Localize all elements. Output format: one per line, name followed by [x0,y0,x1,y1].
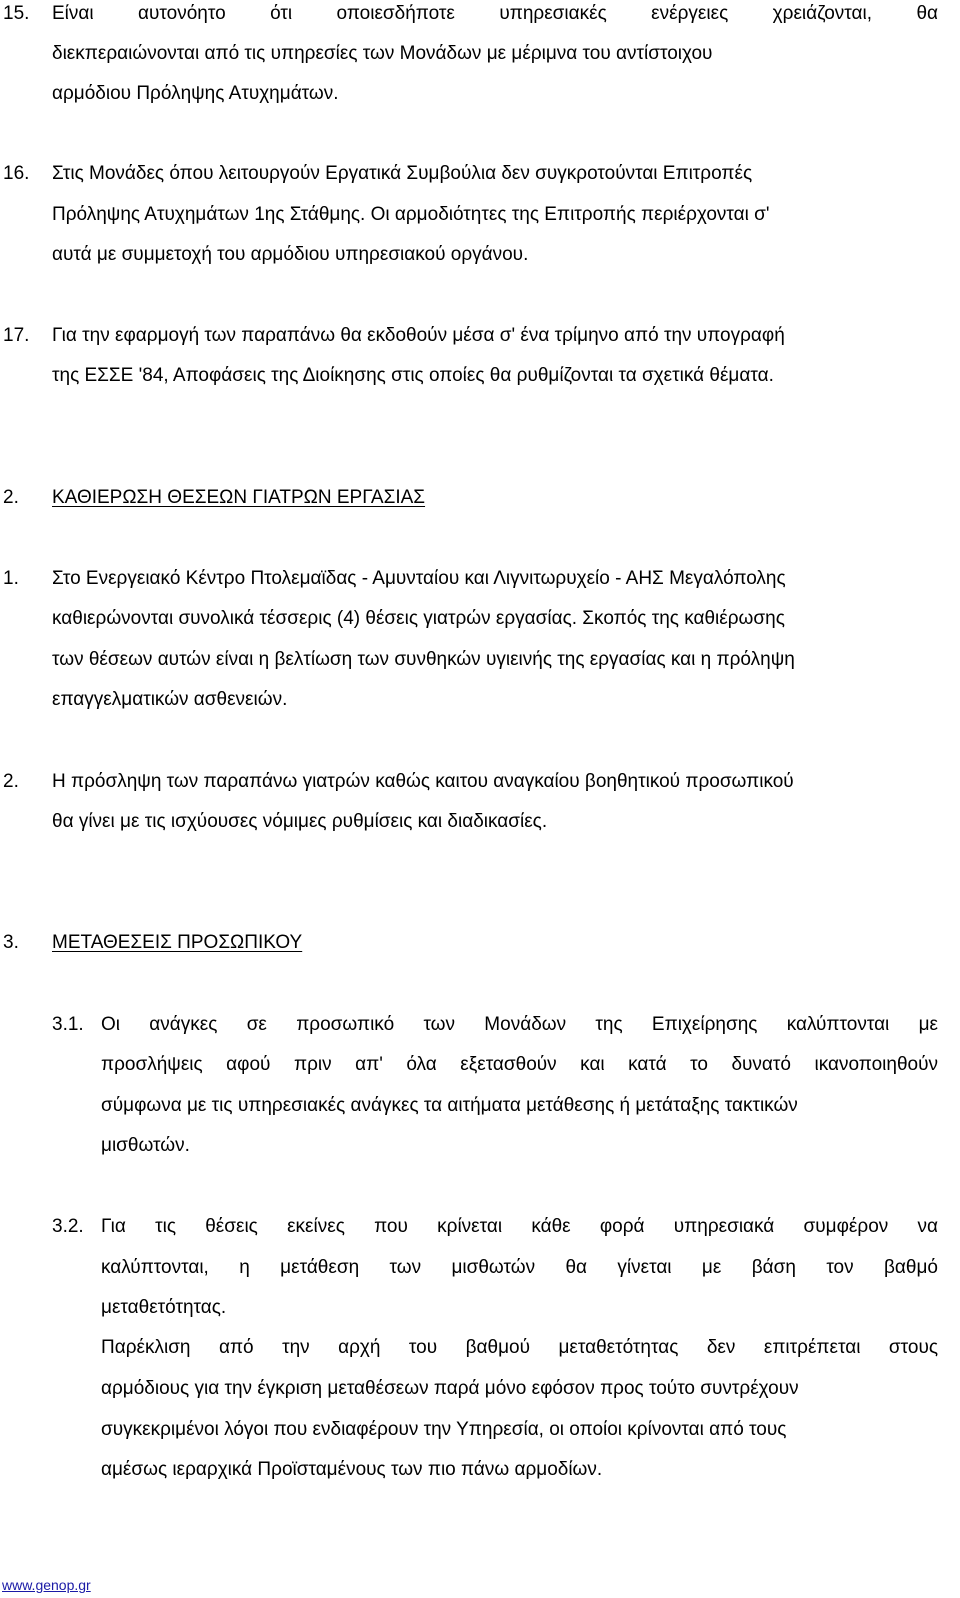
paragraph-line: επαγγελματικών ασθενειών. [52,689,288,710]
paragraph-line: αρμόδιου Πρόληψης Ατυχημάτων. [52,83,339,104]
paragraph-line: Στο Ενεργειακό Κέντρο Πτολεμαϊδας - Αμυνταίου και Λιγνιτωρυχείο - ΑΗΣ Μεγαλόπολης [52,568,786,589]
subsection-number: 3.1. [52,1014,84,1035]
section-number: 3. [3,932,19,953]
paragraph-line: καθιερώνονται συνολικά τέσσερις (4) θέσεις γιατρών εργασίας. Σκοπός της καθιέρωσης [52,608,785,629]
paragraph-number: 2. [3,771,19,792]
paragraph-line: Οι ανάγκες σε προσωπικό των Μονάδων της Επιχείρησης καλύπτονται με [101,1014,938,1035]
paragraph-line: αμέσως ιεραρχικά Προϊσταμένους των πιο πάνω αρμοδίων. [101,1459,603,1480]
item-number: 15. [3,3,30,24]
paragraph-line: Είναι αυτονόητο ότι οποιεσδήποτε υπηρεσιακές ενέργειες χρειάζονται, θα [52,3,938,24]
paragraph-line: Για την εφαρμογή των παραπάνω θα εκδοθούν μέσα σ' ένα τρίμηνο από την υπογραφή [52,325,785,346]
section-title: ΚΑΘΙΕΡΩΣΗ ΘΕΣΕΩΝ ΓΙΑΤΡΩΝ ΕΡΓΑΣΙΑΣ [52,487,426,508]
paragraph-line: μισθωτών. [101,1135,190,1156]
section-number: 2. [3,487,19,508]
item-number: 17. [3,325,30,346]
footer-link[interactable]: www.genop.gr [2,1577,91,1593]
paragraph-line: αρμόδιους για την έγκριση μεταθέσεων παρά μόνο εφόσον προς τούτο συντρέχουν [101,1378,799,1399]
paragraph-line: Για τις θέσεις εκείνες που κρίνεται κάθε φορά υπηρεσιακά συμφέρον να [101,1216,938,1237]
paragraph-line: αυτά με συμμετοχή του αρμόδιου υπηρεσιακού οργάνου. [52,244,529,265]
paragraph-line: Πρόληψης Ατυχημάτων 1ης Στάθμης. Οι αρμοδιότητες της Επιτροπής περιέρχονται σ' [52,204,770,225]
paragraph-line: διεκπεραιώνονται από τις υπηρεσίες των Μονάδων με μέριμνα του αντίστοιχου [52,43,713,64]
section-title: ΜΕΤΑΘΕΣΕΙΣ ΠΡΟΣΩΠΙΚΟΥ [52,932,303,953]
paragraph-line: προσλήψεις αφού πριν απ' όλα εξετασθούν και κατά το δυνατό ικανοποιηθούν [101,1054,938,1075]
paragraph-line: μεταθετότητας. [101,1297,227,1318]
paragraph-number: 1. [3,568,19,589]
paragraph-line: των θέσεων αυτών είναι η βελτίωση των συνθηκών υγιεινής της εργασίας και η πρόληψη [52,649,795,670]
paragraph-line: Στις Μονάδες όπου λειτουργούν Εργατικά Συμβούλια δεν συγκροτούνται Επιτροπές [52,163,753,184]
item-number: 16. [3,163,30,184]
paragraph-line: Παρέκλιση από την αρχή του βαθμού μεταθετότητας δεν επιτρέπεται στους [101,1337,938,1358]
paragraph-line: της ΕΣΣΕ '84, Αποφάσεις της Διοίκησης στις οποίες θα ρυθμίζονται τα σχετικά θέματα. [52,365,774,386]
subsection-number: 3.2. [52,1216,84,1237]
paragraph-line: συγκεκριμένοι λόγοι που ενδιαφέρουν την Υπηρεσία, οι οποίοι κρίνονται από τους [101,1419,787,1440]
paragraph-line: καλύπτονται, η μετάθεση των μισθωτών θα γίνεται με βάση τον βαθμό [101,1257,938,1278]
paragraph-line: σύμφωνα με τις υπηρεσιακές ανάγκες τα αιτήματα μετάθεσης ή μετάταξης τακτικών [101,1095,798,1116]
paragraph-line: Η πρόσληψη των παραπάνω γιατρών καθώς καιτου αναγκαίου βοηθητικού προσωπικού [52,771,794,792]
paragraph-line: θα γίνει με τις ισχύουσες νόμιμες ρυθμίσεις και διαδικασίες. [52,811,548,832]
